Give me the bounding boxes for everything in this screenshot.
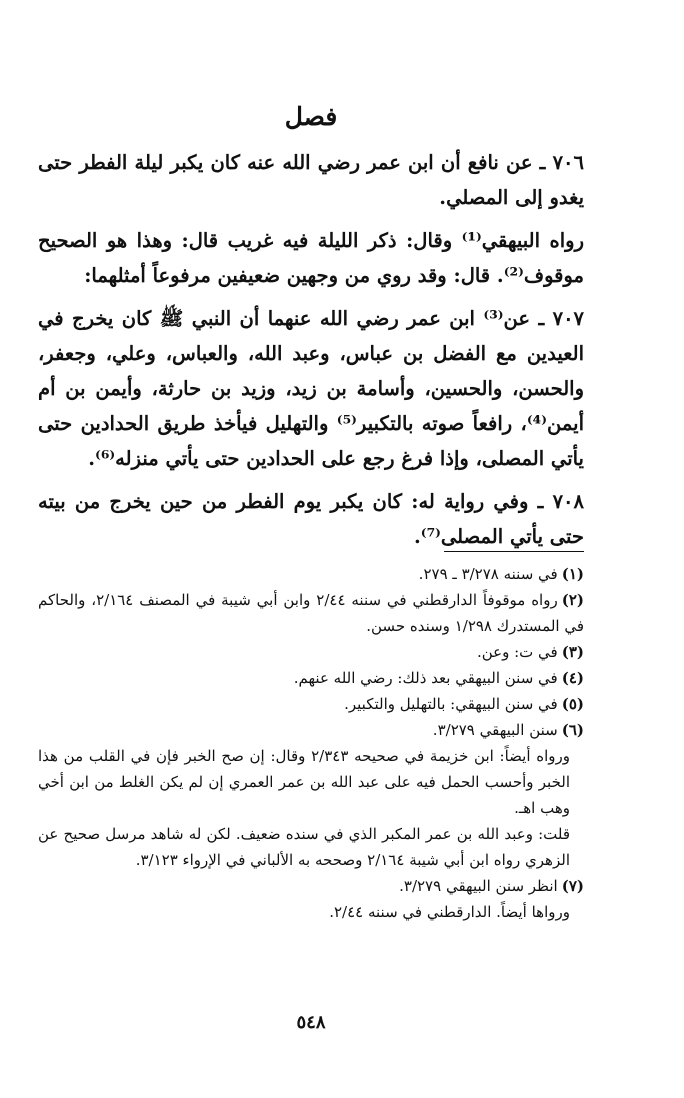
footnote-text: رواه موقوفاً الدارقطني في سننه ٢/٤٤ وابن أبي شيبة في المصنف ٢/١٦٤، والحاكم في المستدرك ١/٢٩٨ وسنده حسن. bbox=[38, 591, 584, 635]
paragraph-706: ٧٠٦ ـ عن نافع أن ابن عمر رضي الله عنه كان يكبر ليلة الفطر حتى يغدو إلى المصلي. bbox=[38, 151, 584, 209]
footnote-number: (٥) bbox=[561, 695, 584, 713]
footnote-number: (٧) bbox=[561, 877, 584, 895]
footnote-4 bbox=[38, 665, 584, 691]
book-page bbox=[38, 0, 584, 1098]
footnote-number: (٣) bbox=[561, 643, 584, 661]
footnote-separator bbox=[444, 551, 584, 552]
footnote-3 bbox=[38, 639, 584, 665]
footnote-2 bbox=[38, 587, 584, 639]
footnote-number: (١) bbox=[561, 565, 584, 583]
footnote-text: في سنن البيهقي بعد ذلك: رضي الله عنهم. bbox=[293, 669, 558, 687]
footnote-text: انظر سنن البيهقي ٣/٢٧٩. bbox=[399, 877, 558, 895]
footnote-text: في سننه ٣/٢٧٨ ـ ٢٧٩. bbox=[418, 565, 558, 583]
footnote-6-remark: قلت: وعبد الله بن عمر المكبر الذي في سنده ضعيف. لكن له شاهد مرسل صحيح عن الزهري رواه ابن أبي شيبة ٢/١٦٤ وصححه به الألباني في الإرواء ٣/١٢٣. bbox=[38, 825, 570, 869]
footnote-5 bbox=[38, 691, 584, 717]
footnote-number: (٢) bbox=[561, 591, 584, 609]
footnote-text: في ت: وعن. bbox=[476, 643, 558, 661]
footnote-text: سنن البيهقي ٣/٢٧٩. bbox=[432, 721, 558, 739]
footnotes bbox=[38, 561, 584, 925]
footnote-7 bbox=[38, 873, 584, 899]
footnote-1 bbox=[38, 561, 584, 587]
page-number: ٥٤٨ bbox=[296, 1012, 326, 1033]
main-text bbox=[38, 145, 584, 558]
footnote-number: (٦) bbox=[561, 721, 584, 739]
footnote-6-continuation: ورواه أيضاً: ابن خزيمة في صحيحه ٢/٣٤٣ وقال: إن صح الخبر فإن في القلب من هذا الخبر وأحسب الحمل فيه على عبد الله بن عمر العمري إن لم يكن الغلط من ابن أخي وهب اهـ. bbox=[38, 747, 570, 817]
footnote-6 bbox=[38, 717, 584, 743]
footnote-number: (٤) bbox=[561, 669, 584, 687]
section-heading: فصل bbox=[284, 102, 338, 131]
footnote-7-continuation: ورواها أيضاً. الدارقطني في سننه ٢/٤٤. bbox=[329, 903, 570, 921]
footnote-text: في سنن البيهقي: بالتهليل والتكبير. bbox=[344, 695, 558, 713]
paragraph-708: ٧٠٨ ـ وفي رواية له: كان يكبر يوم الفطر من حين يخرج من بيته حتى يأتي المصلى⁽⁷⁾. bbox=[38, 490, 584, 548]
paragraph-707: ٧٠٧ ـ عن⁽³⁾ ابن عمر رضي الله عنهما أن النبي ﷺ كان يخرج في العيدين مع الفضل بن عباس، وعبد الله، والعباس، وعلي، وجعفر، والحسن، والحسين، وأسامة بن زيد، وزيد بن حارثة، وأيمن بن أم أيمن⁽⁴⁾، رافعاً صوته بالتكبير⁽⁵⁾ والتهليل فيأخذ طريق الحدادين حتى يأتي المصلى، وإذا فرغ رجع على الحدادين حتى يأتي منزله⁽⁶⁾. bbox=[38, 307, 585, 470]
paragraph-bayhaqi-note: رواه البيهقي⁽¹⁾ وقال: ذكر الليلة فيه غريب قال: وهذا هو الصحيح موقوف⁽²⁾. قال: وقد روي من وجهين ضعيفين مرفوعاً أمثلهما: bbox=[38, 229, 584, 287]
